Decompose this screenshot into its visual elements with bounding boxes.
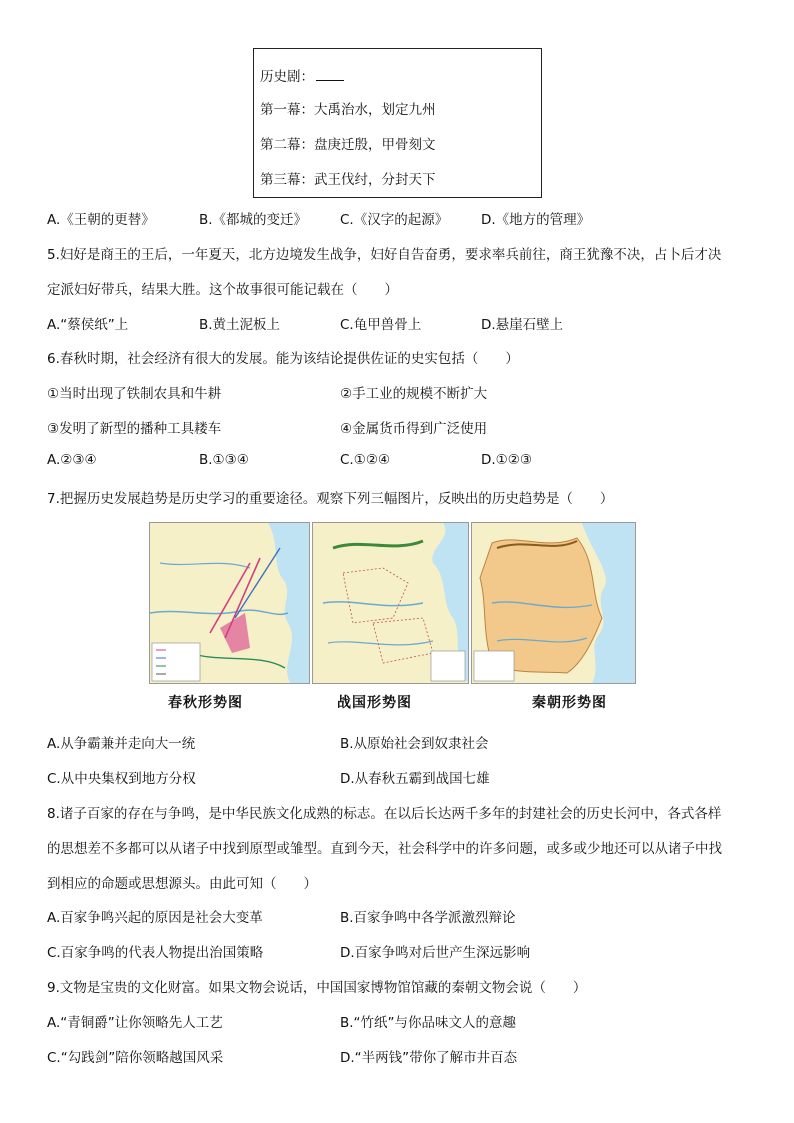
q7-option-a[interactable]: A.从争霸兼并走向大一统 [47,736,196,752]
q8-option-b[interactable]: B.百家争鸣中各学派激烈辩论 [340,910,516,926]
q5-stem-line2: 定派妇好带兵，结果大胜。这个故事很可能记载在（ ） [47,282,398,298]
qin-map [471,522,636,684]
q7-option-b[interactable]: B.从原始社会到奴隶社会 [340,736,489,752]
q5-option-c[interactable]: C.龟甲兽骨上 [340,317,422,333]
q8-option-c[interactable]: C.百家争鸣的代表人物提出治国策略 [47,945,264,961]
q9-option-d[interactable]: D.“半两钱”带你了解市井百态 [340,1050,518,1066]
q4-option-b[interactable]: B.《都城的变迁》 [199,212,308,228]
q6-option-d[interactable]: D.①②③ [481,452,532,468]
q5-stem-line1: 5.妇好是商王的王后，一年夏天，北方边境发生战争，妇好自告奋勇，要求率兵前往，商王犹豫不决，占卜后才决 [47,247,722,263]
q5-option-b[interactable]: B.黄土泥板上 [199,317,281,333]
q5-option-a[interactable]: A.“蔡侯纸”上 [47,317,129,333]
q4-option-d[interactable]: D.《地方的管理》 [481,212,591,228]
drama-box [253,48,542,198]
q6-option-c[interactable]: C.①②④ [340,452,391,468]
q6-option-a[interactable]: A.②③④ [47,452,97,468]
caption-qin: 秦朝形势图 [532,695,607,711]
q7-stem: 7.把握历史发展趋势是历史学习的重要途径。观察下列三幅图片，反映出的历史趋势是（ ） [47,491,614,507]
q9-option-b[interactable]: B.“竹纸”与你品味文人的意趣 [340,1015,517,1031]
act-two: 第二幕：盘庚迁殷，甲骨刻文 [260,137,436,153]
warring-states-map [312,522,469,684]
q9-stem: 9.文物是宝贵的文化财富。如果文物会说话，中国国家博物馆馆藏的秦朝文物会说（ ） [47,980,587,996]
spring-autumn-map [149,522,310,684]
spring-autumn-map-image [150,523,309,683]
drama-title: 历史剧： [260,65,344,85]
q8-stem-line2: 的思想差不多都可以从诸子中找到原型或雏型。直到今天，社会科学中的许多问题，或多或少地还可以从诸子中找 [47,841,722,857]
q4-option-c[interactable]: C.《汉字的起源》 [340,212,449,228]
q6-item-1: ①当时出现了铁制农具和牛耕 [47,386,222,402]
q6-item-4: ④金属货币得到广泛使用 [340,421,488,437]
act-one: 第一幕：大禹治水，划定九州 [260,102,436,118]
q6-item-3: ③发明了新型的播种工具耧车 [47,421,222,437]
q7-option-d[interactable]: D.从春秋五霸到战国七雄 [340,771,490,787]
q6-stem: 6.春秋时期，社会经济有很大的发展。能为该结论提供佐证的史实包括（ ） [47,351,519,367]
q5-option-d[interactable]: D.悬崖石壁上 [481,317,564,333]
q9-option-c[interactable]: C.“勾践剑”陪你领略越国风采 [47,1050,224,1066]
q8-stem-line3: 到相应的命题或思想源头。由此可知（ ） [47,876,317,892]
q8-option-a[interactable]: A.百家争鸣兴起的原因是社会大变革 [47,910,263,926]
q8-option-d[interactable]: D.百家争鸣对后世产生深远影响 [340,945,531,961]
act-three: 第三幕：武王伐纣，分封天下 [260,172,436,188]
answer-blank [316,68,344,81]
warring-states-map-image [313,523,468,683]
q7-option-c[interactable]: C.从中央集权到地方分权 [47,771,196,787]
caption-warring-states: 战国形势图 [337,695,412,711]
caption-spring-autumn: 春秋形势图 [168,695,243,711]
q6-item-2: ②手工业的规模不断扩大 [340,386,488,402]
q9-option-a[interactable]: A.“青铜爵”让你领略先人工艺 [47,1015,223,1031]
qin-map-image [472,523,635,683]
q8-stem-line1: 8.诸子百家的存在与争鸣，是中华民族文化成熟的标志。在以后长达两千多年的封建社会的历史长河中，各式各样 [47,806,722,822]
q4-option-a[interactable]: A.《王朝的更替》 [47,212,155,228]
q6-option-b[interactable]: B.①③④ [199,452,249,468]
